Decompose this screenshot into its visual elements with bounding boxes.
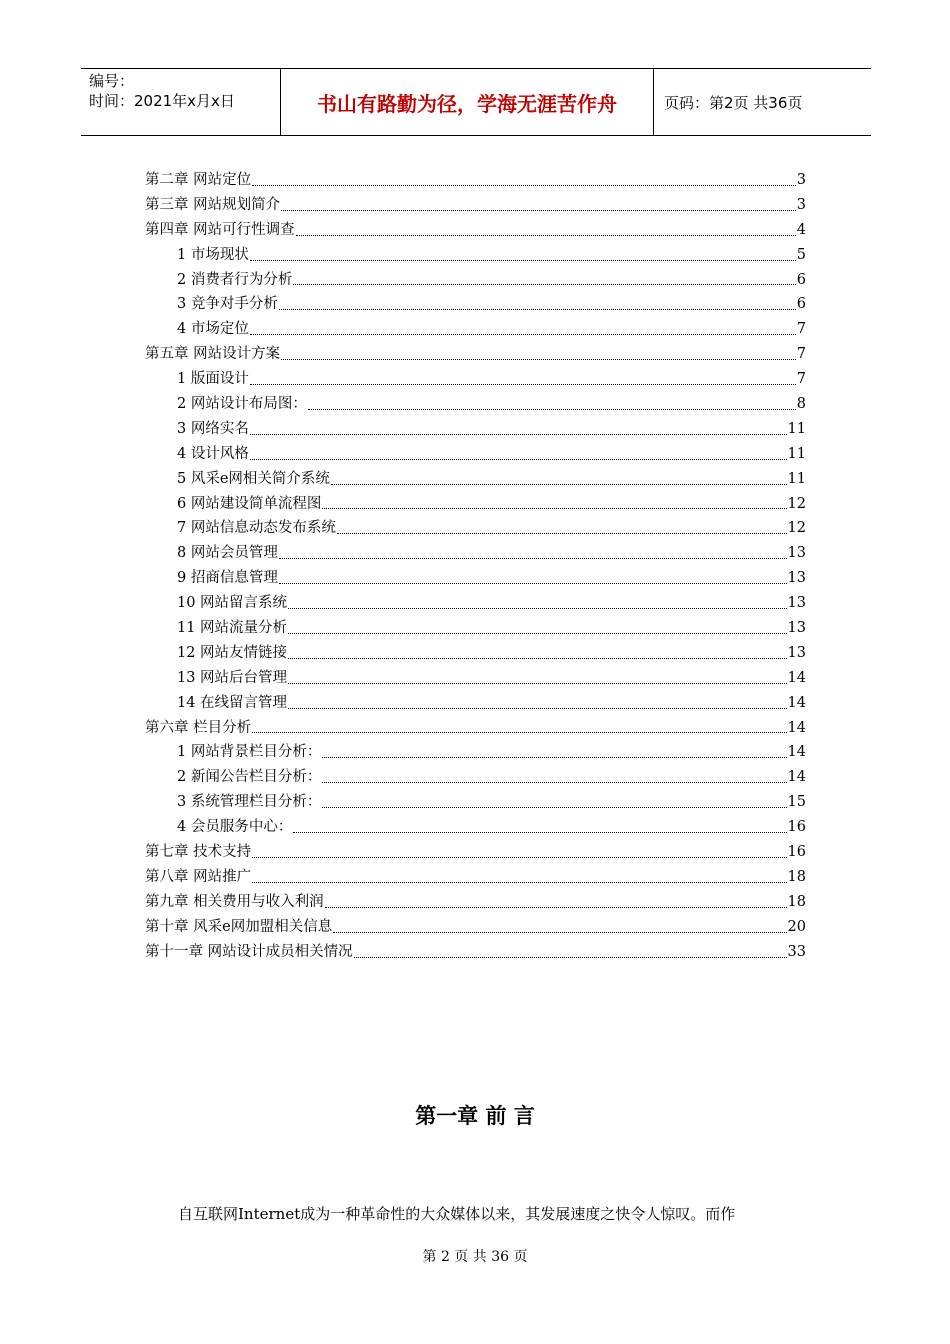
document-number-label: 编号：: [89, 72, 135, 90]
page-footer: 第 2 页 共 36 页: [422, 1249, 528, 1265]
toc-dot-leader: [322, 508, 786, 509]
toc-dot-leader: [279, 309, 796, 310]
toc-entry-title: 1 网站背景栏目分析：: [177, 744, 322, 761]
toc-dot-leader: [252, 882, 786, 883]
toc-dot-leader: [288, 608, 786, 609]
toc-entry-page: 11: [787, 445, 806, 462]
toc-dot-leader: [252, 732, 786, 733]
toc-entry-page: 14: [787, 669, 806, 686]
toc-entry-title: 第七章 技术支持: [145, 844, 252, 861]
toc-dot-leader: [279, 558, 787, 559]
toc-entry-title: 10 网站留言系统: [177, 595, 288, 612]
toc-dot-leader: [322, 757, 786, 758]
toc-entry-page: 7: [796, 371, 806, 388]
toc-entry[interactable]: [145, 541, 806, 566]
toc-entry[interactable]: [145, 566, 806, 591]
toc-entry-page: 3: [796, 171, 806, 188]
toc-entry-title: 第十一章 网站设计成员相关情况: [145, 943, 353, 960]
toc-dot-leader: [288, 633, 786, 634]
toc-entry-page: 14: [787, 694, 806, 711]
toc-dot-leader: [281, 210, 796, 211]
toc-entry-page: 16: [787, 819, 806, 836]
toc-entry-title: 第九章 相关费用与收入利润: [145, 893, 324, 910]
toc-entry-page: 4: [796, 221, 806, 238]
toc-dot-leader: [288, 658, 786, 659]
toc-entry-page: 12: [787, 520, 806, 537]
toc-entry-page: 5: [796, 246, 806, 263]
toc-entry-title: 1 市场现状: [177, 246, 249, 263]
document-date: 时间：2021年x月x日: [89, 92, 235, 110]
body-paragraph: 自互联网Internet成为一种革命性的大众媒体以来，其发展速度之快令人惊叹。而作: [178, 1205, 736, 1223]
toc-entry-page: 3: [796, 196, 806, 213]
toc-entry[interactable]: [145, 815, 806, 840]
toc-entry-title: 第三章 网站规划简介: [145, 196, 281, 213]
toc-entry[interactable]: [145, 691, 806, 716]
toc-dot-leader: [288, 683, 786, 684]
toc-entry-title: 第四章 网站可行性调查: [145, 221, 295, 238]
toc-entry[interactable]: [145, 940, 806, 965]
toc-dot-leader: [250, 260, 796, 261]
toc-entry-page: 14: [787, 769, 806, 786]
toc-entry[interactable]: [145, 367, 806, 392]
toc-entry[interactable]: [145, 193, 806, 218]
toc-entry[interactable]: [145, 840, 806, 865]
header-page-info: 页码：第2页 共36页: [664, 93, 803, 112]
toc-entry-page: 7: [796, 346, 806, 363]
toc-entry-title: 2 消费者行为分析: [177, 271, 293, 288]
toc-entry-title: 4 市场定位: [177, 321, 249, 338]
header-meta: [81, 69, 281, 135]
toc-entry[interactable]: [145, 790, 806, 815]
toc-entry-title: 14 在线留言管理: [177, 694, 288, 711]
toc-entry-page: 7: [796, 321, 806, 338]
toc-dot-leader: [252, 185, 796, 186]
toc-entry-title: 第八章 网站推广: [145, 868, 252, 885]
toc-entry-page: 13: [787, 620, 806, 637]
toc-entry[interactable]: [145, 765, 806, 790]
toc-entry[interactable]: [145, 442, 806, 467]
toc-dot-leader: [322, 807, 786, 808]
toc-dot-leader: [325, 907, 787, 908]
toc-entry[interactable]: [145, 292, 806, 317]
toc-entry[interactable]: [145, 168, 806, 193]
toc-entry-page: 11: [787, 470, 806, 487]
toc-entry-title: 12 网站友情链接: [177, 644, 288, 661]
toc-entry[interactable]: [145, 317, 806, 342]
toc-entry[interactable]: [145, 716, 806, 741]
toc-entry-page: 13: [787, 595, 806, 612]
toc-entry-page: 11: [787, 420, 806, 437]
toc-dot-leader: [250, 384, 796, 385]
toc-dot-leader: [250, 334, 796, 335]
toc-entry-title: 13 网站后台管理: [177, 669, 288, 686]
toc-entry-page: 18: [787, 893, 806, 910]
toc-entry-title: 11 网站流量分析: [177, 620, 288, 637]
toc-entry[interactable]: [145, 392, 806, 417]
page-header: [81, 68, 871, 136]
toc-entry-page: 8: [796, 396, 806, 412]
toc-entry[interactable]: [145, 492, 806, 517]
toc-entry[interactable]: [145, 666, 806, 691]
toc-entry[interactable]: [145, 865, 806, 890]
toc-entry-title: 2 新闻公告栏目分析：: [177, 769, 322, 786]
toc-dot-leader: [333, 932, 786, 933]
toc-entry-page: 13: [787, 570, 806, 587]
table-of-contents: [145, 168, 806, 965]
toc-dot-leader: [288, 708, 786, 709]
toc-entry-title: 2 网站设计布局图：: [177, 396, 307, 412]
toc-dot-leader: [354, 957, 787, 958]
header-motto: 书山有路勤为径，学海无涯苦作舟: [281, 69, 654, 135]
toc-entry-title: 5 风采e网相关简介系统: [177, 470, 330, 487]
toc-dot-leader: [308, 409, 796, 410]
toc-dot-leader: [293, 832, 786, 833]
toc-entry-page: 13: [787, 644, 806, 661]
toc-entry-title: 4 会员服务中心：: [177, 819, 293, 836]
toc-entry-title: 第六章 栏目分析: [145, 719, 252, 736]
toc-entry[interactable]: [145, 740, 806, 765]
toc-entry[interactable]: [145, 268, 806, 293]
toc-entry-title: 1 版面设计: [177, 371, 249, 388]
toc-entry[interactable]: [145, 516, 806, 541]
toc-entry-page: 33: [787, 943, 806, 960]
toc-entry-title: 第十章 风采e网加盟相关信息: [145, 918, 333, 935]
toc-dot-leader: [293, 284, 795, 285]
toc-dot-leader: [281, 359, 796, 360]
toc-entry-page: 14: [787, 744, 806, 761]
toc-entry-page: 12: [787, 495, 806, 512]
toc-entry[interactable]: [145, 218, 806, 243]
toc-entry-page: 18: [787, 868, 806, 885]
toc-entry[interactable]: [145, 915, 806, 940]
toc-entry-title: 6 网站建设简单流程图: [177, 495, 322, 512]
toc-dot-leader: [250, 434, 787, 435]
toc-dot-leader: [322, 782, 786, 783]
toc-entry-page: 13: [787, 545, 806, 562]
toc-entry-page: 14: [787, 719, 806, 736]
toc-dot-leader: [296, 235, 796, 236]
toc-entry-title: 9 招商信息管理: [177, 570, 278, 587]
toc-entry[interactable]: [145, 591, 806, 616]
toc-entry-title: 3 系统管理栏目分析：: [177, 794, 322, 811]
toc-dot-leader: [337, 533, 787, 534]
toc-entry[interactable]: [145, 243, 806, 268]
toc-entry-title: 第二章 网站定位: [145, 171, 252, 188]
toc-entry[interactable]: [145, 417, 806, 442]
toc-entry[interactable]: [145, 342, 806, 367]
toc-entry-title: 4 设计风格: [177, 445, 249, 462]
toc-entry-title: 3 竞争对手分析: [177, 296, 278, 313]
toc-entry-page: 16: [787, 844, 806, 861]
toc-entry-title: 8 网站会员管理: [177, 545, 278, 562]
toc-dot-leader: [279, 583, 787, 584]
toc-entry-page: 15: [787, 794, 806, 811]
toc-entry[interactable]: [145, 641, 806, 666]
toc-dot-leader: [250, 459, 787, 460]
chapter-heading: 第一章 前 言: [415, 1104, 535, 1128]
toc-entry[interactable]: [145, 890, 806, 915]
toc-dot-leader: [252, 857, 786, 858]
toc-entry-page: 6: [796, 271, 806, 288]
toc-dot-leader: [331, 484, 787, 485]
toc-entry-page: 6: [796, 296, 806, 313]
toc-entry-title: 第五章 网站设计方案: [145, 346, 281, 363]
toc-entry-title: 3 网络实名: [177, 420, 249, 437]
toc-entry[interactable]: [145, 467, 806, 492]
toc-entry-title: 7 网站信息动态发布系统: [177, 520, 336, 537]
toc-entry[interactable]: [145, 616, 806, 641]
toc-entry-page: 20: [787, 918, 806, 935]
